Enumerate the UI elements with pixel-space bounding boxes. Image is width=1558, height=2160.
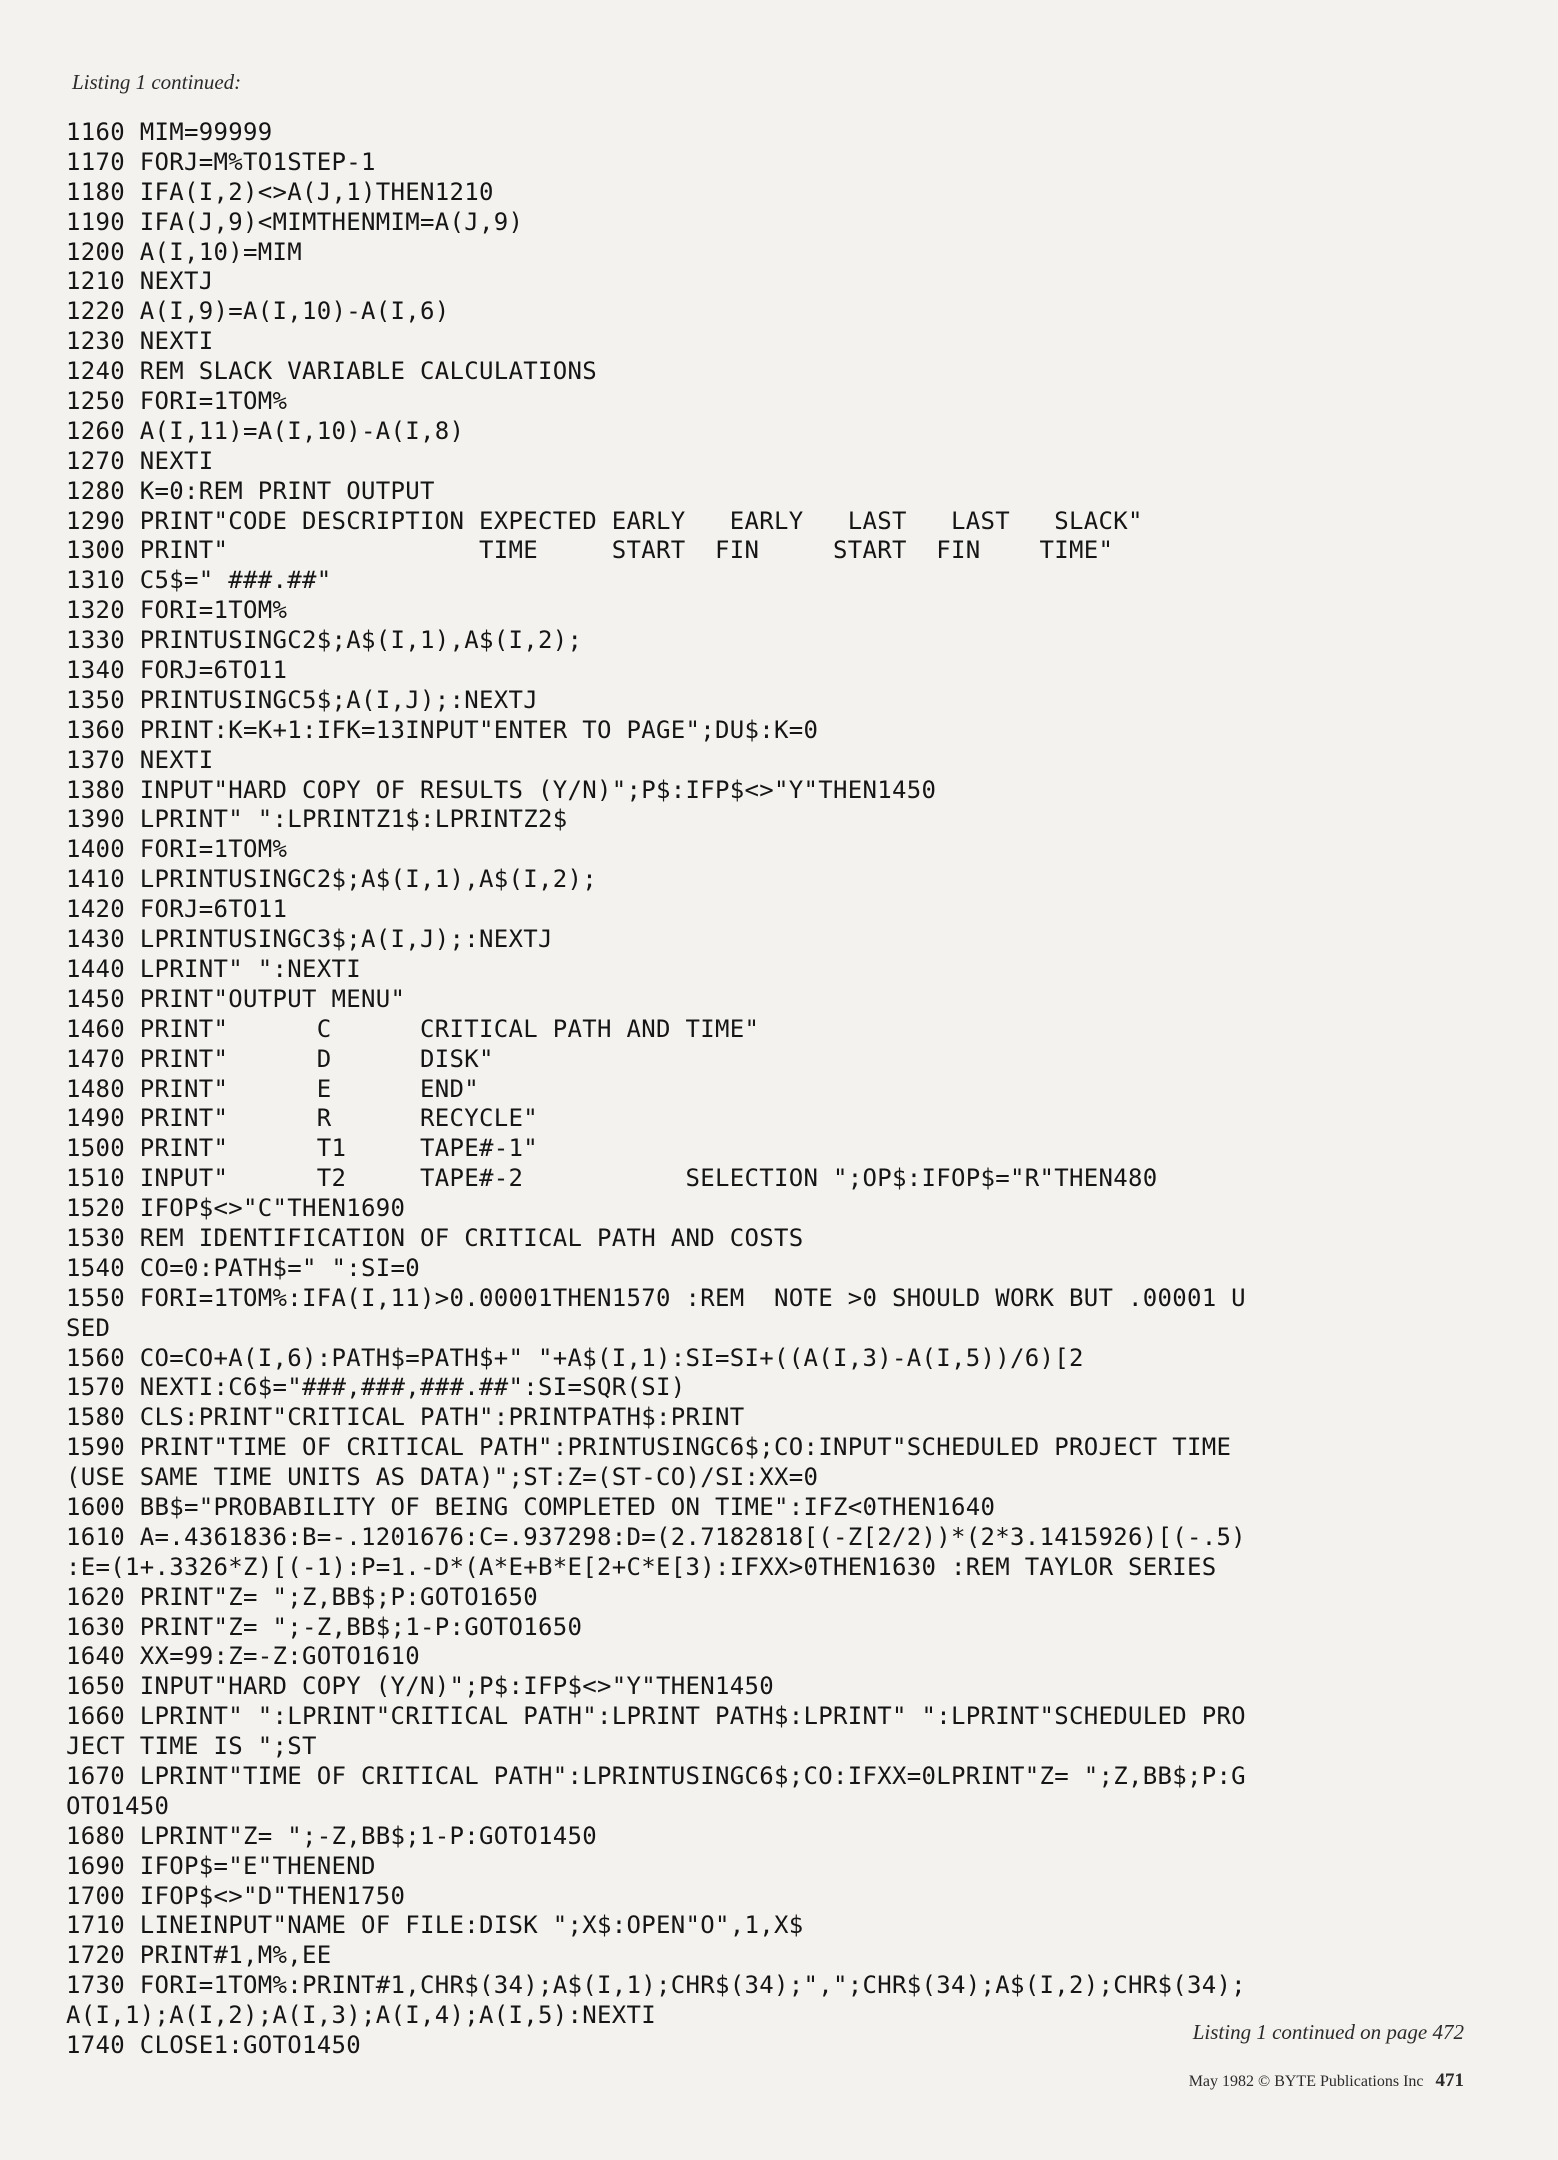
code-line: 1600 BB$="PROBABILITY OF BEING COMPLETED ON TIME":IFZ<0THEN1640 [66, 1492, 996, 1521]
code-line: 1580 CLS:PRINT"CRITICAL PATH":PRINTPATH$:PRINT [66, 1403, 745, 1432]
code-line: 1220 A(I,9)=A(I,10)-A(I,6) [66, 297, 450, 326]
code-line: 1340 FORJ=6TO11 [66, 656, 288, 685]
code-line: JECT TIME IS ";ST [66, 1732, 317, 1761]
code-line: 1190 IFA(J,9)<MIMTHENMIM=A(J,9) [66, 207, 524, 236]
code-line: 1660 LPRINT" ":LPRINT"CRITICAL PATH":LPRINT PATH$:LPRINT" ":LPRINT"SCHEDULED PRO [66, 1702, 1246, 1731]
code-line: 1360 PRINT:K=K+1:IFK=13INPUT"ENTER TO PAGE";DU$:K=0 [66, 715, 819, 744]
page-number: 471 [1435, 2070, 1464, 2091]
code-line: OTO1450 [66, 1791, 170, 1820]
code-line: :E=(1+.3326*Z)[(-1):P=1.-D*(A*E+B*E[2+C*E[3):IFXX>0THEN1630 :REM TAYLOR SERIES [66, 1552, 1217, 1581]
code-line: 1670 LPRINT"TIME OF CRITICAL PATH":LPRINTUSINGC6$;CO:IFXX=0LPRINT"Z= ";Z,BB$;P:G [66, 1761, 1246, 1790]
code-line: 1280 K=0:REM PRINT OUTPUT [66, 476, 435, 505]
code-line: 1300 PRINT" TIME START FIN START FIN TIME" [66, 536, 1114, 565]
code-line: 1460 PRINT" C CRITICAL PATH AND TIME" [66, 1014, 760, 1043]
code-line: 1520 IFOP$<>"C"THEN1690 [66, 1194, 406, 1223]
code-line: 1270 NEXTI [66, 446, 214, 475]
code-listing [66, 118, 1486, 2061]
code-line: 1560 CO=CO+A(I,6):PATH$=PATH$+" "+A$(I,1):SI=SI+((A(I,3)-A(I,5))/6)[2 [66, 1343, 1084, 1372]
code-line: 1650 INPUT"HARD COPY (Y/N)";P$:IFP$<>"Y"THEN1450 [66, 1672, 774, 1701]
code-line: 1690 IFOP$="E"THENEND [66, 1851, 376, 1880]
continued-note: Listing 1 continued on page 472 [1192, 2020, 1464, 2044]
code-line: SED [66, 1313, 111, 1342]
code-line: 1610 A=.4361836:B=-.1201676:C=.937298:D=(2.7182818[(-Z[2/2))*(2*3.1415926)[(-.5) [66, 1522, 1246, 1551]
code-line: 1200 A(I,10)=MIM [66, 237, 302, 266]
code-line: 1620 PRINT"Z= ";Z,BB$;P:GOTO1650 [66, 1582, 538, 1611]
code-line: 1170 FORJ=M%TO1STEP-1 [66, 147, 376, 176]
code-line: 1160 MIM=99999 [66, 118, 273, 146]
code-line: 1390 LPRINT" ":LPRINTZ1$:LPRINTZ2$ [66, 805, 568, 834]
code-line: 1180 IFA(I,2)<>A(J,1)THEN1210 [66, 177, 494, 206]
publication-line: May 1982 © BYTE Publications Inc [1188, 2073, 1424, 2090]
code-line: 1740 CLOSE1:GOTO1450 [66, 2031, 361, 2059]
code-line: 1480 PRINT" E END" [66, 1074, 479, 1103]
code-line: 1470 PRINT" D DISK" [66, 1044, 494, 1073]
code-line: 1420 FORJ=6TO11 [66, 895, 288, 924]
code-line: 1710 LINEINPUT"NAME OF FILE:DISK ";X$:OPEN"O",1,X$ [66, 1911, 804, 1940]
code-line: 1680 LPRINT"Z= ";-Z,BB$;1-P:GOTO1450 [66, 1821, 597, 1850]
code-line: (USE SAME TIME UNITS AS DATA)";ST:Z=(ST-CO)/SI:XX=0 [66, 1463, 819, 1492]
code-line: 1250 FORI=1TOM% [66, 387, 288, 416]
code-line: 1430 LPRINTUSINGC3$;A(I,J);:NEXTJ [66, 925, 553, 954]
listing-header: Listing 1 continued: [72, 70, 242, 94]
code-line: 1700 IFOP$<>"D"THEN1750 [66, 1881, 406, 1910]
code-line: 1380 INPUT"HARD COPY OF RESULTS (Y/N)";P$:IFP$<>"Y"THEN1450 [66, 775, 937, 804]
code-line: 1440 LPRINT" ":NEXTI [66, 954, 361, 983]
code-line: 1590 PRINT"TIME OF CRITICAL PATH":PRINTUSINGC6$;CO:INPUT"SCHEDULED PROJECT TIME [66, 1433, 1232, 1462]
code-line: 1450 PRINT"OUTPUT MENU" [66, 984, 406, 1013]
code-line: 1640 XX=99:Z=-Z:GOTO1610 [66, 1642, 420, 1671]
code-line: A(I,1);A(I,2);A(I,3);A(I,4);A(I,5):NEXTI [66, 2001, 656, 2030]
code-line: 1510 INPUT" T2 TAPE#-2 SELECTION ";OP$:IFOP$="R"THEN480 [66, 1164, 1158, 1193]
code-line: 1210 NEXTJ [66, 267, 214, 296]
code-line: 1500 PRINT" T1 TAPE#-1" [66, 1134, 538, 1163]
code-line: 1230 NEXTI [66, 327, 214, 356]
code-line: 1400 FORI=1TOM% [66, 835, 288, 864]
code-line: 1310 C5$=" ###.##" [66, 566, 332, 595]
code-line: 1530 REM IDENTIFICATION OF CRITICAL PATH AND COSTS [66, 1223, 804, 1252]
code-line: 1630 PRINT"Z= ";-Z,BB$;1-P:GOTO1650 [66, 1612, 583, 1641]
code-line: 1570 NEXTI:C6$="###,###,###.##":SI=SQR(SI) [66, 1373, 686, 1402]
code-line: 1540 CO=0:PATH$=" ":SI=0 [66, 1253, 420, 1282]
code-line: 1290 PRINT"CODE DESCRIPTION EXPECTED EARLY EARLY LAST LAST SLACK" [66, 506, 1143, 535]
publication-footer [1189, 2070, 1464, 2092]
code-line: 1370 NEXTI [66, 745, 214, 774]
code-line: 1260 A(I,11)=A(I,10)-A(I,8) [66, 416, 465, 445]
code-line: 1410 LPRINTUSINGC2$;A$(I,1),A$(I,2); [66, 865, 597, 894]
code-line: 1330 PRINTUSINGC2$;A$(I,1),A$(I,2); [66, 626, 583, 655]
code-line: 1550 FORI=1TOM%:IFA(I,11)>0.00001THEN1570 :REM NOTE >0 SHOULD WORK BUT .00001 U [66, 1283, 1246, 1312]
code-line: 1730 FORI=1TOM%:PRINT#1,CHR$(34);A$(I,1);CHR$(34);",";CHR$(34);A$(I,2);CHR$(34); [66, 1971, 1246, 2000]
code-line: 1490 PRINT" R RECYCLE" [66, 1104, 538, 1133]
code-line: 1350 PRINTUSINGC5$;A(I,J);:NEXTJ [66, 685, 538, 714]
code-line: 1320 FORI=1TOM% [66, 596, 288, 625]
code-line: 1720 PRINT#1,M%,EE [66, 1941, 332, 1970]
code-line: 1240 REM SLACK VARIABLE CALCULATIONS [66, 357, 597, 386]
